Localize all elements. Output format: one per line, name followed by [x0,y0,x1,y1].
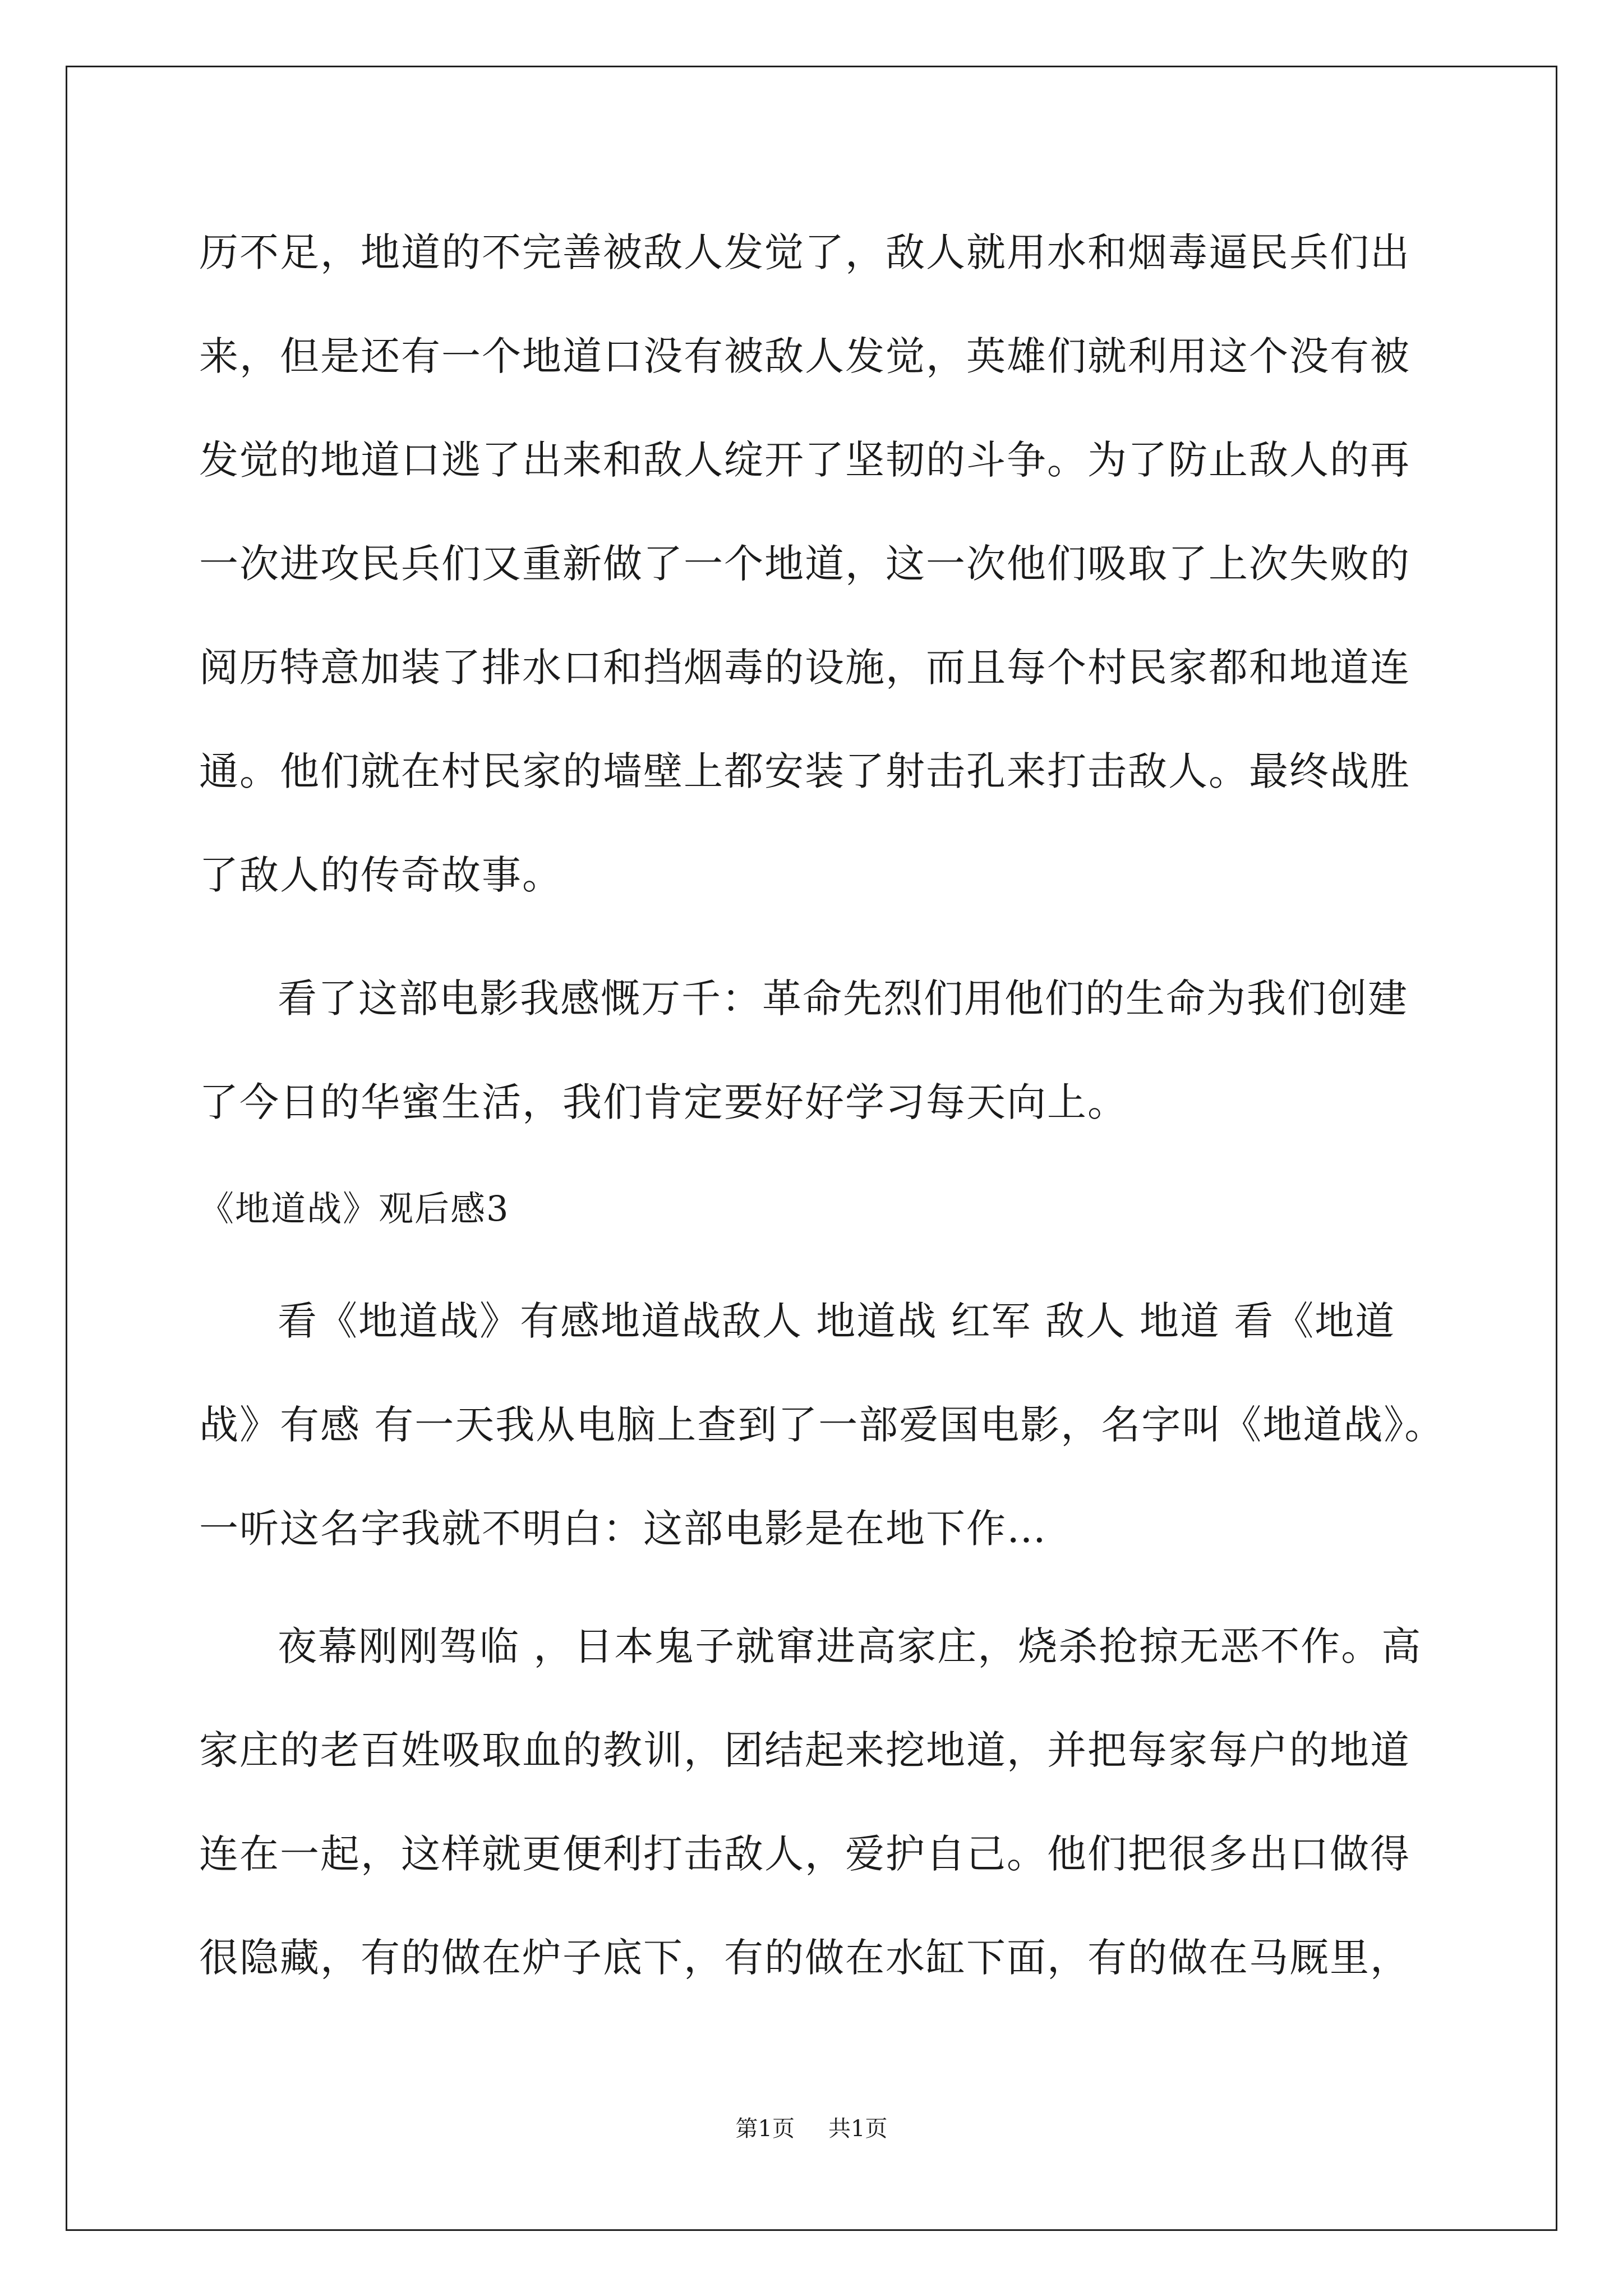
text-line-6: 通。他们就在村民家的墙壁上都安装了射击孔来打击敌人。最终战胜 [199,748,1410,794]
text-line-17: 很隐藏，有的做在炉子底下，有的做在水缸下面，有的做在马厩里， [199,1935,1410,1981]
text-line-2: 来，但是还有一个地道口没有被敌人发觉，英雄们就利用这个没有被 [199,333,1410,379]
text-line-1: 历不足，地道的不完善被敌人发觉了，敌人就用水和烟毒逼民兵们出 [199,229,1410,275]
page-total: 共1页 [828,2116,888,2142]
text-line-4: 一次进攻民兵们又重新做了一个地道，这一次他们吸取了上次失败的 [199,541,1410,587]
text-line-3: 发觉的地道口逃了出来和敌人绽开了坚韧的斗争。为了防止敌人的再 [199,437,1410,483]
text-line-16: 连在一起，这样就更便利打击敌人，爱护自己。他们把很多出口做得 [199,1831,1410,1877]
text-line-15: 家庄的老百姓吸取血的教训，团结起来挖地道，并把每家每户的地道 [199,1727,1410,1773]
paragraph-start-line: 夜幕刚刚驾临 ，日本鬼子就窜进高家庄，烧杀抢掠无恶不作。高 [278,1623,1422,1669]
page-frame [66,66,1557,2231]
section-heading: 《地道战》观后感3 [199,1188,510,1229]
page-number: 第1页 [735,2116,795,2142]
text-line-12: 战》有感 有一天我从电脑上查到了一部爱国电影，名字叫《地道战》。 [199,1402,1445,1448]
text-line-13: 一听这名字我就不明白：这部电影是在地下作… [199,1506,1047,1552]
paragraph-start-line: 看了这部电影我感慨万千：革命先烈们用他们的生命为我们创建 [278,976,1408,1022]
text-line-9: 了今日的华蜜生活，我们肯定要好好学习每天向上。 [199,1079,1128,1125]
paragraph-start-line: 看《地道战》有感地道战敌人 地道战 红军 敌人 地道 看《地道 [278,1298,1396,1344]
text-line-5: 阅历特意加装了排水口和挡烟毒的设施，而且每个村民家都和地道连 [199,645,1410,691]
text-line-7: 了敌人的传奇故事。 [199,852,562,898]
page-footer [0,2112,1623,2146]
